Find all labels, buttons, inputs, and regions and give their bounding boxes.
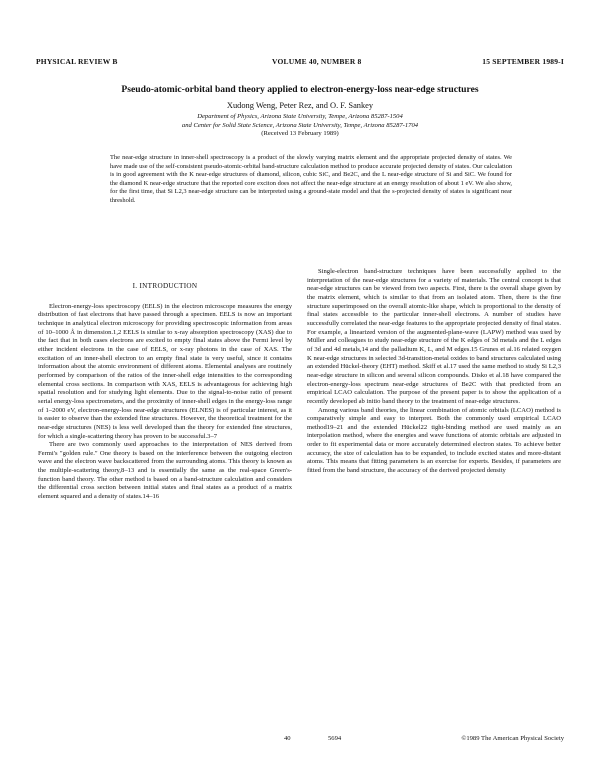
footer-volume: 40	[284, 735, 291, 742]
left-column	[38, 268, 292, 502]
abstract: The near-edge structure in inner-shell spectroscopy is a product of the slowly varying matrix element and the appropriate projected density of states. We have made use of the self-consistent pseudo-atomic-orbital band-structure calculation method to produce accurate projected density of states. Our calculation is in good agreement with the K near-edge structures of diamond, silicon, cubic SiC, and Be2C, and the L near-edge structure of Si and SiC. We found for the diamond K near-edge structure that the reported core exciton does not affect the near-edge structure at an energy resolution of about 1 eV. We also show, for the first time, that Si L2,3 near-edge structure can be interpreted using a ground-state model and that the s-projected density of states is significant near threshold.	[110, 154, 512, 204]
right-column	[307, 268, 561, 476]
affiliation-line-2: and Center for Solid State Science, Arizona State University, Tempe, Arizona 85287-1704	[181, 121, 419, 129]
journal-name: PHYSICAL REVIEW B	[36, 57, 118, 66]
paragraph: Single-electron band-structure techniques have been successfully applied to the interpretation of the near-edge structures for a variety of materials. The central concept is that near-edge structures can be viewed from two aspects. First, there is the overall shape given by the matrix element, which is similar to that from an isolated atom. Then, there is the fine structure superimposed on the overall atomic-like shape, which is proportional to the density of final states accessible to the particular inner-shell electrons. A number of studies have successfully correlated the near-edge features to the appropriate projected density of final states. For example, a linearized version of the augmented-plane-wave (LAPW) method was used by Müller and colleagues to study near-edge structure of the K edges of 3d metals and the L edges of 3d and 4d metals,14 and the palladium K, L, and M edges.15 Grunes et al.16 related oxygen K near-edge structures in selected 3d-transition-metal oxides to band structures calculated using an extended Hückel-theory (EHT) method. Skiff et al.17 used the same method to study Si L2,3 near-edge structure in silicon and several silicon compounds. Disko et al.18 have compared the electron-energy-loss spectrum near-edge structures of Be2C with that predicted from an empirical LCAO calculation. The purpose of the present paper is to show the application of a recently developed ab initio band theory to the treatment of near-edge structures.	[307, 268, 561, 405]
paragraph: Among various band theories, the linear combination of atomic orbitals (LCAO) method is comparatively simple and easy to interpret. Both the commonly used empirical LCAO method19–21 and the extended Hückel22 tight-binding method are used mainly as an interpolation method, where the energies and wave functions of atomic orbitals are adjusted in order to fit experimental data or more accurately determined electron states. To achieve better accuracy, the size of calculation has to be expanded, to include excited states and more-distant atoms. This means that fitting parameters is an exercise for experts. Besides, if parameters are fitted from the band structure, the accuracy of the derived projected density	[307, 406, 561, 475]
page-number: 5694	[328, 735, 342, 742]
copyright-notice: ©1989 The American Physical Society	[461, 735, 564, 742]
author-list: Xudong Weng, Peter Rez, and O. F. Sankey	[226, 101, 374, 110]
paragraph: There are two commonly used approaches to the interpretation of NES derived from Fermi's "golden rule." One theory is based on the interference between the outgoing electron wave and the electron wave backscattered from the surrounding atoms. This theory is known as the multiple-scattering theory,8–13 and is essentially the same as the real-space Green's-function band theory. The other method is based on a band-structure calculation and considers the differential cross section between initial states and final states as a product of a matrix element squared and a density of states.14–16	[38, 441, 292, 501]
volume-number: VOLUME 40, NUMBER 8	[272, 57, 362, 66]
affiliation-block	[40, 113, 560, 139]
paper-title: Pseudo-atomic-orbital band theory applied to electron-energy-loss near-edge structures	[121, 84, 479, 95]
received-date: (Received 13 February 1989)	[261, 130, 339, 138]
paragraph: Electron-energy-loss spectroscopy (EELS) in the electron microscope measures the energy distribution of fast electrons that have passed through a specimen. EELS is now an important technique in analytical electron microscopy for providing spectroscopic information from areas of 10–1000 Å in dimension.1,2 EELS is similar to x-ray absorption spectroscopy (XAS) due to the fact that in both cases electrons are excited to empty final states above the Fermi level by either incident electrons in the case of EELS, or x-ray photons in the case of XAS. The excitation of an inner-shell electron to an empty final state is very useful, since it contains information about the atomic environment of different atoms. Elemental analyses are routinely performed by comparison of the ratios of the inner-shell edge intensities to the corresponding elemental cross sections. In comparison with XAS, EELS is advantageous for achieving high spatial resolution and for studying light elements. Due to the signal-to-noise ratio of present serial energy-loss spectrometers, and the proximity of inner-shell edges in the energy-loss range of 1–2000 eV, electron-energy-loss near-edge structures (ELNES) is of particular interest, as it is easier to observe than the extended fine structures. However, the theoretical treatment for the near-edge structures (NES) is less well developed than the theory for extended fine structures, for which a single-scattering theory has proven to be successful.3–7	[38, 302, 292, 440]
issue-date: 15 SEPTEMBER 1989-I	[482, 57, 564, 66]
affiliation-line-1: Department of Physics, Arizona State University, Tempe, Arizona 85287-1504	[197, 113, 403, 120]
section-heading: I. INTRODUCTION	[132, 282, 198, 290]
